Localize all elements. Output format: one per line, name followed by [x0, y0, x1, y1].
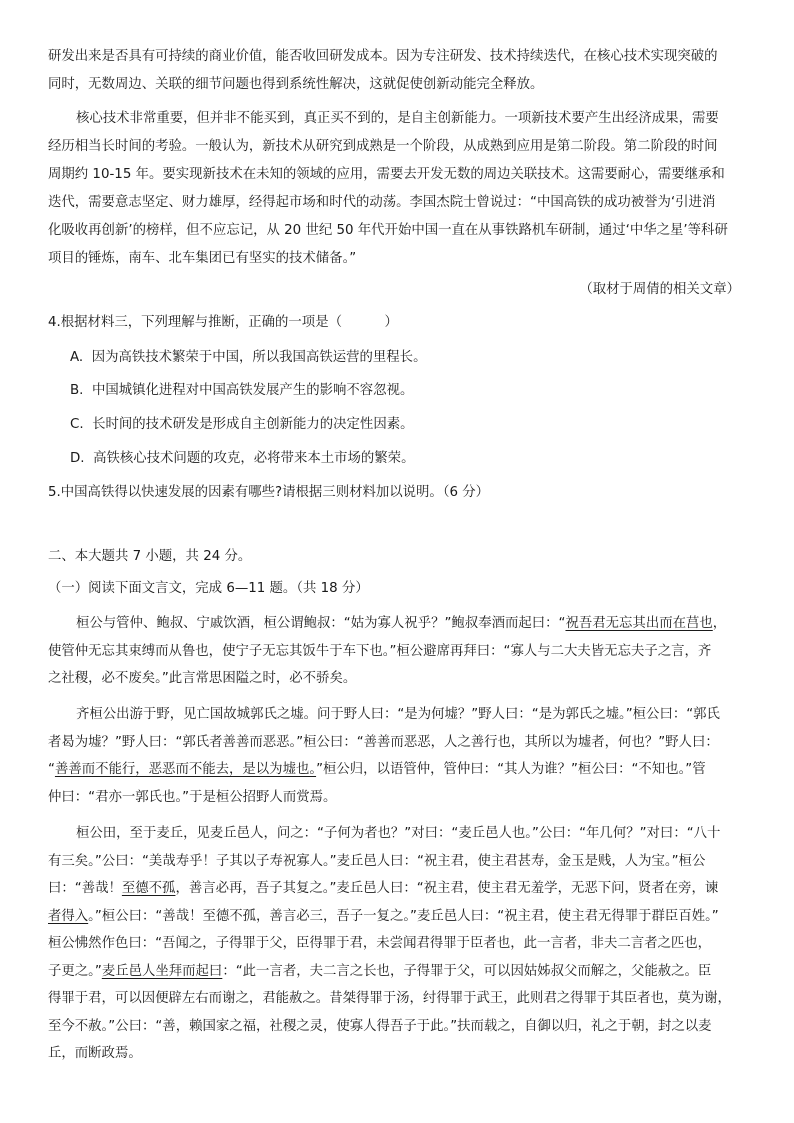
underlined-phrase-zuobai: 麦丘邑人坐拜而起曰: [101, 964, 223, 979]
classical-p3-line5: 桓公怫然作色曰：“吾闻之，子得罪于父，臣得罪于君，未尝闻君得罪于臣者也，此一言者，非夫二言者之匹也，: [48, 936, 712, 951]
classical-p1-line2: 使管仲无忘其束缚而从鲁也，使宁子无忘其饭牛于车下也。”桓公避席再拜曰：“寡人与二大夫皆无忘夫子之言，齐: [48, 644, 712, 659]
question-4-option-a: A. 因为高铁技术繁荣于中国，所以我国高铁运营的里程长。: [70, 350, 427, 365]
classical-p3-line8: 至今不赦。”公曰：“善，赖国家之福，社稷之灵，使寡人得吾子于此。”扶而载之，自御以归，礼之于朝，封之以麦: [48, 1019, 712, 1034]
classical-p3-line4: 者得入。”桓公曰：“善哉！至德不孤，善言必三，吾子一复之。”麦丘邑人曰：“祝主君，使主君无得罪于群臣百姓。”: [48, 909, 719, 924]
material-para2-line6: 项目的锤炼，南车、北车集团已有坚实的技术储备。”: [48, 251, 357, 266]
classical-p3-line1: 桓公田，至于麦丘，见麦丘邑人，问之：“子何为者也？”对曰：“麦丘邑人也。”公曰：“年几何？”对曰：“八十: [76, 826, 721, 841]
underlined-phrase-zhide: 至德不孤: [121, 881, 176, 896]
material-para2-line1: 核心技术非常重要，但并非不能买到，真正买不到的，是自主创新能力。一项新技术要产生出经济成果，需要: [76, 111, 719, 126]
material-para1-line2: 同时，无数周边、关联的细节问题也得到系统性解决，这就促使创新动能完全释放。: [48, 77, 544, 92]
underlined-phrase-dere: 者得入: [48, 909, 89, 924]
classical-p3-line3: 曰：“善哉！至德不孤，善言必再，吾子其复之。”麦丘邑人曰：“祝主君，使主君无羞学，无恶下问，贤者在旁，谏: [48, 881, 719, 896]
question-5-stem: 5.中国高铁得以快速发展的因素有哪些?请根据三则材料加以说明。（6 分）: [48, 485, 490, 500]
classical-p3-line6: 子更之。”麦丘邑人坐拜而起曰：“此一言者，夫二言之长也，子得罪于父，可以因姑姊叔父而解之，父能赦之。臣: [48, 964, 712, 979]
section-2-heading: 二、本大题共 7 小题，共 24 分。: [48, 549, 252, 564]
classical-p1-line1: 桓公与管仲、鲍叔、宁戚饮酒，桓公谓鲍叔：“姑为寡人祝乎？”鲍叔奉酒而起曰：“祝吾君无忘其出而在莒也，: [76, 616, 727, 631]
classical-p2-line2: 者曷为墟？”野人曰：“郭氏者善善而恶恶。”桓公曰：“善善而恶恶，人之善行也，其所以为墟者，何也？”野人曰：: [48, 735, 719, 750]
source-note: （取材于周倩的相关文章）: [579, 282, 740, 297]
classical-p2-line4: 仲曰：“君亦一郭氏也。”于是桓公招野人而赏焉。: [48, 790, 337, 805]
section-2-subheading: （一）阅读下面文言文，完成 6—11 题。（共 18 分）: [48, 581, 369, 596]
underlined-sentence-1: 祝吾君无忘其出而在莒也: [565, 616, 713, 631]
question-4-option-d: D. 高铁核心技术问题的攻克，必将带来本土市场的繁荣。: [70, 451, 415, 466]
underlined-sentence-2: 善善而不能行，恶恶而不能去，是以为墟也。: [54, 762, 317, 777]
classical-p3-line9: 丘，而断政焉。: [48, 1046, 142, 1061]
question-4-stem: 4.根据材料三，下列理解与推断，正确的一项是（ ）: [48, 315, 398, 330]
material-para2-line4: 迭代，需要意志坚定、财力雄厚，经得起市场和时代的动荡。李国杰院士曾说过：“中国高铁的成功被誉为‘引进消: [48, 195, 716, 210]
classical-p2-line3: “善善而不能行，恶恶而不能去，是以为墟也。”桓公归，以语管仲，管仲曰：“其人为谁？”桓公曰：“不知也。”管: [48, 762, 706, 777]
question-4-option-c: C. 长时间的技术研发是形成自主创新能力的决定性因素。: [70, 417, 414, 432]
classical-p2-line1: 齐桓公出游于野，见亡国故城郭氏之墟。问于野人曰：“是为何墟？”野人曰：“是为郭氏之墟。”桓公曰：“郭氏: [76, 707, 720, 722]
material-para2-line3: 周期约 10-15 年。要实现新技术在未知的领域的应用，需要去开发无数的周边关联技术。这需要耐心，需要继承和: [48, 167, 725, 182]
classical-p1-line3: 之社稷，必不废矣。”此言常思困隘之时，必不骄矣。: [48, 671, 357, 686]
classical-p3-line2: 有三矣。”公曰：“美哉寿乎！子其以子寿祝寡人。”麦丘邑人曰：“祝主君，使主君甚寿，金玉是贱，人为宝。”桓公: [48, 854, 706, 869]
material-para1-line1: 研发出来是否具有可持续的商业价值，能否收回研发成本。因为专注研发、技术持续迭代，在核心技术实现突破的: [48, 49, 718, 64]
question-4-option-b: B. 中国城镇化进程对中国高铁发展产生的影响不容忽视。: [70, 383, 414, 398]
material-para2-line2: 经历相当长时间的考验。一般认为，新技术从研究到成熟是一个阶段，从成熟到应用是第二阶段。第二阶段的时间: [48, 139, 718, 154]
material-para2-line5: 化吸收再创新’的榜样，但不应忘记，从 20 世纪 50 年代开始中国一直在从事铁路机车研制，通过‘中华之星’等科研: [48, 223, 728, 238]
classical-p3-line7: 得罪于君，可以因便辟左右而谢之，君能赦之。昔桀得罪于汤，纣得罪于武王，此则君之得罪于其臣者也，莫为谢，: [48, 991, 731, 1006]
